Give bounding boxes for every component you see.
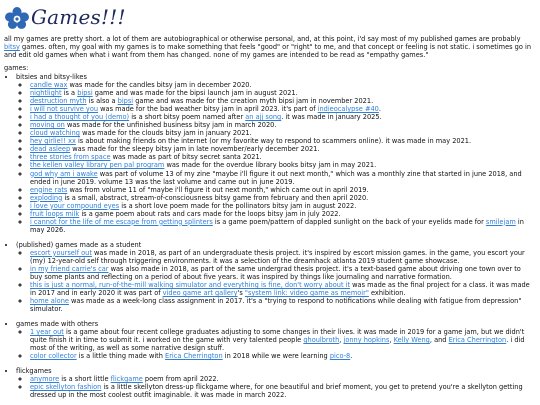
game-description: exhibition. xyxy=(368,288,406,297)
game-description: is a game poem about rats and cars made for the loops bitsy jam in july 2022. xyxy=(79,209,341,218)
game-item xyxy=(30,81,535,89)
game-description: was made for the overdue library books bitsy jam in may 2021. xyxy=(164,161,377,170)
game-list xyxy=(16,375,535,399)
game-item xyxy=(30,375,535,383)
game-description: is a short bitsy poem named after xyxy=(129,113,246,122)
game-description: was made for the unfinished business bitsy jam in march 2020. xyxy=(64,121,277,130)
an-ajj-song-link[interactable]: an ajj song xyxy=(245,113,282,122)
game-description: game and was made for the bipsi launch jam in august 2021. xyxy=(92,89,298,98)
game-description: is also a xyxy=(86,97,118,106)
anymore-link[interactable]: anymore xyxy=(30,375,60,384)
game-description: was also made in 2018, as part of the same undergrad thesis project. it's a text-based game about driving one town over to buy some plants and reflecting on a period of about five years. it was inspired by things like journaling and narrative formation. xyxy=(30,264,521,281)
game-item xyxy=(30,281,535,297)
game-item xyxy=(30,383,535,399)
game-item xyxy=(30,186,535,194)
game-description: is a short little xyxy=(59,375,111,384)
jonny-hopkins-link[interactable]: jonny hopkins xyxy=(343,336,390,345)
kelly-weng-link[interactable]: Kelly Weng xyxy=(393,336,430,345)
category-title: (published) games made as a student xyxy=(16,240,142,249)
exploding-link[interactable]: exploding xyxy=(30,193,63,202)
game-item xyxy=(30,153,535,161)
game-description: , xyxy=(339,336,344,345)
game-item xyxy=(30,265,535,281)
fruit-loops-milk-link[interactable]: fruit loops milk xyxy=(30,209,80,218)
game-description: is a game about four recent college graduates adjusting to some changes in their lives. it was made in 2019 for a game jam, but we didn't quite finish it in time to submit it. i worked on the game with very talented people xyxy=(30,328,525,345)
category-title: games made with others xyxy=(16,320,99,329)
i-love-your-compound-eyes-link[interactable]: i love your compound eyes xyxy=(30,201,120,210)
game-description: is a short love poem made for the pollinators bitsy jam in august 2022. xyxy=(119,201,357,210)
three-stories-from-space-link[interactable]: three stories from space xyxy=(30,153,111,162)
game-description: . xyxy=(350,352,353,361)
erica-cherrington-link[interactable]: Erica Cherrington xyxy=(165,352,223,361)
game-item xyxy=(30,249,535,265)
game-item xyxy=(30,202,535,210)
game-description: is a xyxy=(61,89,78,98)
games-category-list xyxy=(4,73,535,399)
cloud-watching-link[interactable]: cloud watching xyxy=(30,129,80,138)
site-header xyxy=(4,2,535,33)
game-description: . xyxy=(378,105,381,114)
escort-yourself-out-link[interactable]: escort yourself out xyxy=(30,248,92,257)
game-description: was made as a week-long class assignment in 2017. it's a "trying to respond to notifications while dealing with fatigue from depression" simulator. xyxy=(30,296,522,313)
game-item xyxy=(30,121,535,129)
game-description: is a little skellyton dress-up flickgame where, for one beautiful and brief moment, you get to pretend you're a skellyton getting dressed up in the most coolest outfit imaginable. it was made in march 2022. xyxy=(30,383,523,400)
epic-skellyton-fashion-link[interactable]: epic skellyton fashion xyxy=(30,383,102,392)
game-item xyxy=(30,105,535,113)
game-description: , xyxy=(389,336,394,345)
erica-cherrington-link[interactable]: Erica Cherrington xyxy=(448,336,507,345)
game-description: was made for the clouds bitsy jam in january 2021. xyxy=(79,129,252,138)
game-description: was made for the bad weather bitsy jam in april 2023. it's part of xyxy=(98,105,318,114)
game-item xyxy=(30,297,535,313)
i-cannot-for-the-life-of-me-escape-from-getting--link[interactable]: i cannot for the life of me escape from getting splinters xyxy=(30,217,213,226)
game-description: 's xyxy=(237,288,245,297)
game-item xyxy=(30,194,535,202)
games-label: games: xyxy=(4,64,29,73)
nightlight-link[interactable]: nightlight xyxy=(30,89,62,98)
game-description: , and xyxy=(429,336,449,345)
game-description: was part of volume 13 of my zine "maybe i'll figure it out next month," which was a monthly zine that started in june 2018, and ended in june 2019. volume 13 was the last volume and came out in june 2019. xyxy=(30,169,522,186)
hey-girlie-xx-link[interactable]: hey girlie!! xx xyxy=(30,137,76,146)
engine-rats-link[interactable]: engine rats xyxy=(30,185,68,194)
bitsy-link[interactable]: bitsy xyxy=(4,43,20,52)
game-description: was made as the final project for a class. it was made in 2017 and in early 2020 it was part of xyxy=(30,280,530,297)
game-item xyxy=(30,328,535,352)
game-description: was made in 2018, as part of an undergraduate thesis project. it's inspired by escort mission games. in the game, you escort your (my) 12-year-old self through triggering environments. it was a selection of the dreamhack atlanta 2019 student game showcase. xyxy=(30,248,525,265)
category-title: bitsies and bitsy-likes xyxy=(16,73,87,82)
game-description: poem from april 2022. xyxy=(142,375,219,384)
this-is-just-a-normal-run-of-the-mill-walking-si-link[interactable]: this is just a normal, run-of-the-mill walking simulator and everything is fine, don't worry about it xyxy=(30,280,351,289)
flower-logo-icon xyxy=(4,6,30,30)
bipsi-link[interactable]: bipsi xyxy=(77,89,93,98)
game-item xyxy=(30,137,535,145)
moving-on-link[interactable]: moving on xyxy=(30,121,65,130)
game-item xyxy=(30,161,535,169)
intro-paragraph xyxy=(4,35,535,59)
site-title: Games!!! xyxy=(31,5,126,30)
game-description: was made as part of bitsy secret santa 2021. xyxy=(110,153,262,162)
in-my-friend-carrie-s-car-link[interactable]: in my friend carrie's car xyxy=(30,264,109,273)
smilejam-link[interactable]: smilejam xyxy=(485,217,516,226)
game-description: game and was made for the creation myth bipsi jam in november 2021. xyxy=(133,97,374,106)
game-item xyxy=(30,210,535,218)
game-item xyxy=(30,145,535,153)
the-kellen-valley-library-pen-pal-program-link[interactable]: the kellen valley library pen pal program xyxy=(30,161,165,170)
category-bitsies-and-bitsy-likes xyxy=(16,73,535,234)
color-collector-link[interactable]: color collector xyxy=(30,352,77,361)
game-description: was from volume 11 of "maybe i'll figure it out next month," which came out in april 2019. xyxy=(67,185,369,194)
category-games-made-with-others xyxy=(16,320,535,360)
i-had-a-thought-of-you-demo-link[interactable]: i had a thought of you (demo) xyxy=(30,113,130,122)
candle-wax-link[interactable]: candle wax xyxy=(30,81,68,90)
game-item xyxy=(30,89,535,97)
game-list xyxy=(16,328,535,360)
game-description: is a little thing made with xyxy=(76,352,166,361)
intro-text: games. often, my goal with my games is to make something that feels "good" or "right" to me, and that concept or feeling is not static. i sometimes go in and edit old games when what i want from them has changed. none of my games are intended to be read as "empathy games." xyxy=(4,43,532,60)
game-description: in 2018 while we were learning xyxy=(222,352,330,361)
game-list xyxy=(16,81,535,234)
game-description: is about making friends on the internet (or my favorite way to respond to scammers online). it was made in may 2021. xyxy=(75,137,472,146)
game-description: was made for the sleepy bitsy jam in late november/early december 2021. xyxy=(70,145,320,154)
game-description: is a small, abstract, stream-of-consciousness bitsy game from february and then april 2020. xyxy=(62,193,369,202)
pico-8-link[interactable]: pico-8 xyxy=(329,352,351,361)
game-item xyxy=(30,129,535,137)
game-item xyxy=(30,97,535,105)
video-game-art-gallery-link[interactable]: video game art gallery xyxy=(162,288,238,297)
dead-asleep-link[interactable]: dead asleep xyxy=(30,145,71,154)
game-description: in may 2026. xyxy=(30,217,524,234)
game-description: . i did most of the writing, as well as some narrative design stuff. xyxy=(30,336,525,353)
category-flickgames xyxy=(16,367,535,399)
game-item xyxy=(30,352,535,360)
game-description: is a game poem/pattern of dappled sunlight on the back of your eyelids made for xyxy=(212,217,486,226)
ghoulbroth-link[interactable]: ghoulbroth xyxy=(303,336,340,345)
game-item xyxy=(30,170,535,186)
intro-text: all my games are pretty short. a lot of them are autobiographical or otherwise personal, and, at this point, i'd say most of my published games are probably xyxy=(4,35,521,43)
1-year-out-link[interactable]: 1 year out xyxy=(30,328,64,337)
game-description: was made for the candles bitsy jam in december 2020. xyxy=(67,81,252,90)
bipsi-link[interactable]: bipsi xyxy=(117,97,134,106)
flickgame-link[interactable]: flickgame xyxy=(110,375,143,384)
category-published-games-made-as-a-student xyxy=(16,241,535,313)
game-description: . it was made in january 2025. xyxy=(281,113,382,122)
category-title: flickgames xyxy=(16,367,52,376)
home-alone-link[interactable]: home alone xyxy=(30,296,69,305)
game-item xyxy=(30,113,535,121)
destruction-myth-link[interactable]: destruction myth xyxy=(30,97,87,106)
game-list xyxy=(16,249,535,313)
god-why-am-i-awake-link[interactable]: god why am i awake xyxy=(30,169,98,178)
i-will-not-survive-you-link[interactable]: i will not survive you xyxy=(30,105,99,114)
indieocalypse-40-link[interactable]: indieocalypse #40 xyxy=(317,105,379,114)
system-link-video-game-as-memoir-link[interactable]: "system link: video game as memoir" xyxy=(244,288,369,297)
game-item xyxy=(30,218,535,234)
